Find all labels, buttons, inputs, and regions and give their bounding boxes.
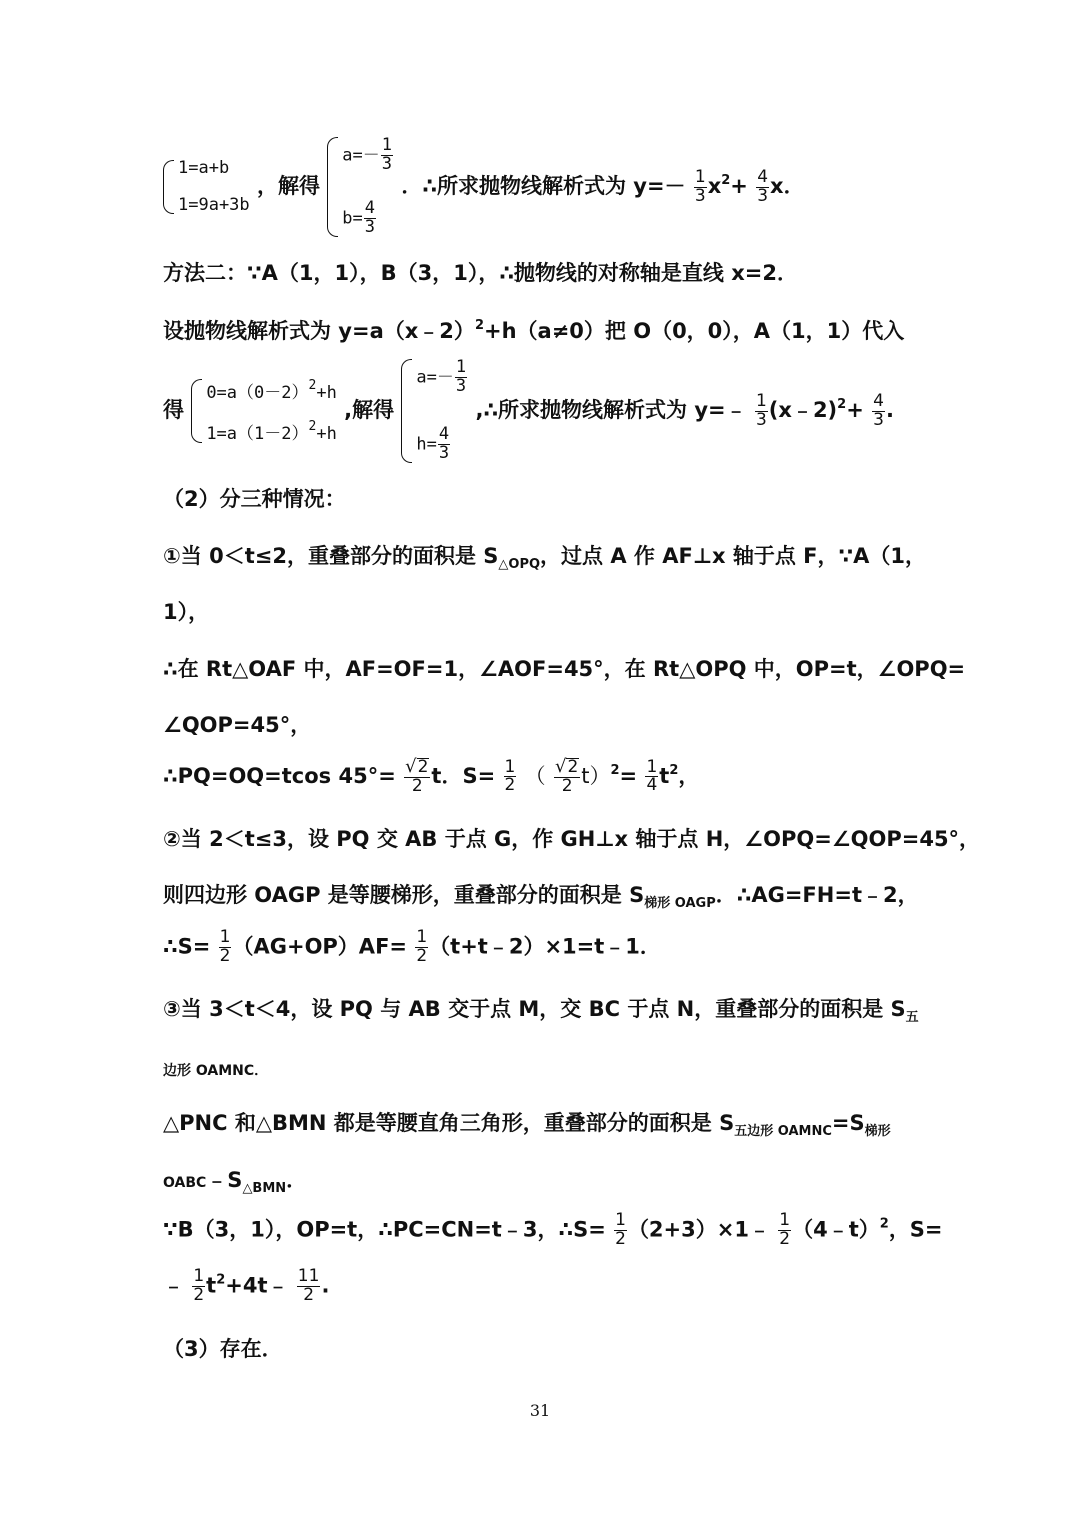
fraction: $\frac{1}{2}$ [504,756,516,796]
fraction: $\frac{4}{3}$ [873,390,884,430]
solution-line-3: 设抛物线解析式为 y=a（x﹣2）$^2$+h（a≠0）把 O（0，0），A（1，1）代入 [163,318,905,343]
fraction: √ 2 2 [554,756,579,796]
fraction: $\frac{4}{3}$ [757,166,769,206]
solution-line-5: （2）分三种情况： [163,487,346,511]
fraction: $\frac{1}{4}$ [646,756,658,796]
fraction: $\frac{1}{2}$ [416,927,428,966]
fraction: $\frac{11}{2}$ [297,1266,320,1305]
fraction: $\frac{1}{2}$ [779,1210,791,1249]
fraction: √ 2 2 [405,756,429,796]
solution-line-15: 边形 OAMNC． [163,1063,269,1079]
fraction: $\frac{1}{3}$ [694,166,706,206]
solution-line-8: ∴在 Rt△OAF 中，AF=OF=1，∠AOF=45°，在 Rt△OPQ 中，OP=t，∠OPQ= [163,657,966,681]
solution-line-1: 1=a+b 1=9a+3b ，解得 a=－ $\frac{1}{3}$ b= $\frac{4}{3}$ ．∴所求抛物线解析式为 y=－ $\frac{1}{3}$ $x^2+$ $\frac{4}{3}$ x． [163,137,805,237]
solution-line-17: $OABC﹣S_{\triangle BMN}$． [163,1168,308,1196]
solution-line-7: 1）， [163,600,210,624]
solution-line-12: 则四边形 OAGP 是等腰梯形，重叠部分的面积是 $S_{梯形 OAGP}$．∴AG=FH=t﹣2， [163,883,919,911]
fraction: $\frac{1}{3}$ [755,390,767,430]
solution-line-14: ③当 3＜t＜4，设 PQ 与 AB 交于点 M，交 BC 于点 N，重叠部分的面积是 $S_五$ [163,997,919,1025]
solution-line-20: （3）存在． [163,1337,283,1361]
solution-line-10: ∴PQ=OQ=tcos 45°= √ 2 2 t．S= $\frac{1}{2}$ （ √ 2 2 t）$^2$= $\frac{1}{4}$ $t^2$， [163,756,700,796]
solution-line-4: 得 $0=a(0-2)^2+h$ $1=a(1-2)^2+h$ ,解得 a=－ $\frac{1}{3}$ h= $\frac{4}{3}$ ,∴所求抛物线解析式为 y=﹣ $\frac{1}{3}$ (x﹣2)$^2$+ $\frac{4}{3}$ . [163,357,894,464]
solution-line-6: ①当 0＜t≤2，重叠部分的面积是 $S_{\triangle OPQ}$，过点 A 作 AF⊥x 轴于点 F，∵A（1， [163,544,926,572]
equation-system: $0=a(0-2)^2+h$ $1=a(1-2)^2+h$ [191,379,337,443]
solution-line-13: ∴S= $\frac{1}{2}$ （AG+OP）AF= $\frac{1}{2}$ （t+t﹣2）×1=t﹣1． [163,927,661,966]
solution-line-9: ∠QOP=45°， [163,713,312,737]
equation-system: 1=a+b 1=9a+3b [163,160,250,214]
solution-line-2: 方法二：∵A（1，1），B（3，1），∴抛物线的对称轴是直线 x=2． [163,261,798,285]
fraction: $\frac{1}{2}$ [219,927,231,966]
page-number: 31 [529,1401,551,1420]
solution-line-19: ﹣ $\frac{1}{2}$ $t^2+4t﹣$ $\frac{11}{2}$ . [163,1266,330,1305]
solution-line-11: ②当 2＜t≤3，设 PQ 交 AB 于点 G，作 GH⊥x 轴于点 H，∠OPQ=∠QOP=45°， [163,827,981,851]
solution-system: a=－ $\frac{1}{3}$ h= $\frac{4}{3}$ [401,359,468,463]
fraction: $\frac{1}{2}$ [615,1210,626,1249]
solution-system: a=－ $\frac{1}{3}$ b= $\frac{4}{3}$ [327,137,394,237]
solution-line-18: ∵B（3，1），OP=t，∴PC=CN=t﹣3，∴S= $\frac{1}{2}$ （2+3）×1﹣ $\frac{1}{2}$ （4﹣t）$^2$，S= [163,1210,943,1249]
solution-line-16: △PNC 和△BMN 都是等腰直角三角形，重叠部分的面积是 $S_{五边形 OAMNC}=S_{梯形}$ [163,1111,891,1139]
fraction: $\frac{1}{2}$ [193,1266,205,1305]
